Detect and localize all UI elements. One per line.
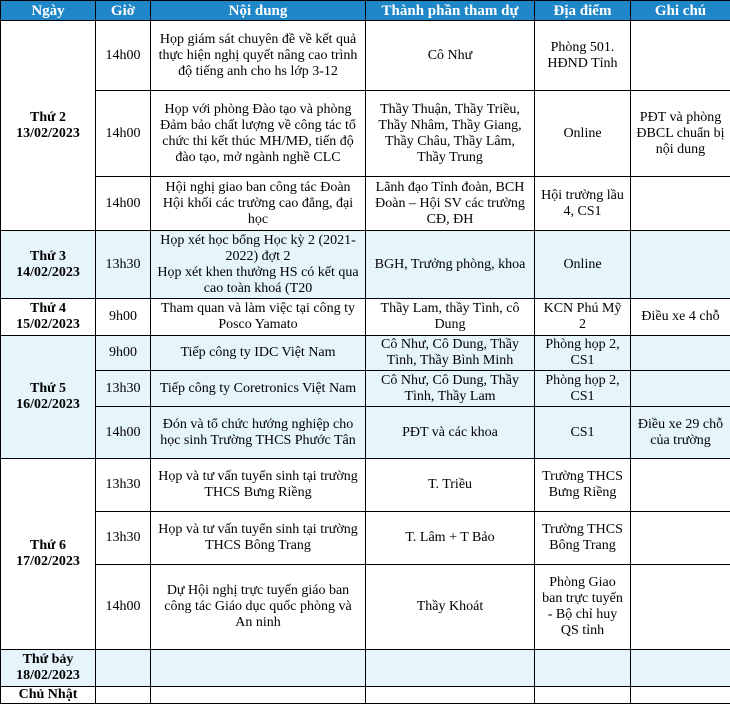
- table-row: [1, 231, 730, 299]
- time-cell: [96, 687, 151, 704]
- note-cell: Điều xe 29 chỗ của trường: [631, 407, 730, 459]
- location-cell: Online: [535, 231, 631, 299]
- location-cell: [535, 687, 631, 704]
- table-row: [1, 336, 730, 371]
- day-label: Thứ bảy: [5, 652, 91, 668]
- note-cell: [631, 336, 730, 371]
- time-cell: 14h00: [96, 21, 151, 91]
- day-label: Thứ 4: [5, 301, 91, 317]
- time-cell: 14h00: [96, 91, 151, 177]
- participants-cell: Lãnh đạo Tỉnh đoàn, BCH Đoàn – Hội SV các trường CĐ, ĐH: [366, 177, 535, 231]
- location-cell: Trường THCS Bưng Riềng: [535, 459, 631, 512]
- note-cell: [631, 21, 730, 91]
- note-cell: Điều xe 4 chỗ: [631, 299, 730, 336]
- day-label: Thứ 2: [5, 110, 91, 126]
- content-cell: Đón và tổ chức hướng nghiệp cho học sinh Trường THCS Phước Tân: [151, 407, 366, 459]
- participants-cell: Cô Như, Cô Dung, Thầy Tình, Thầy Bình Minh: [366, 336, 535, 371]
- day-cell: [1, 299, 96, 336]
- day-date: 14/02/2023: [5, 265, 91, 281]
- note-cell: [631, 459, 730, 512]
- participants-cell: [366, 650, 535, 687]
- participants-cell: Cô Như, Cô Dung, Thầy Tình, Thầy Lam: [366, 371, 535, 407]
- table-row: [1, 371, 730, 407]
- location-cell: Phòng Giao ban trực tuyến - Bộ chỉ huy QS tỉnh: [535, 565, 631, 650]
- day-date: 18/02/2023: [5, 668, 91, 684]
- content-cell: Họp và tư vấn tuyển sinh tại trường THCS Bông Trang: [151, 512, 366, 565]
- header-dia-diem: Địa điểm: [535, 1, 631, 21]
- participants-cell: BGH, Trưởng phòng, khoa: [366, 231, 535, 299]
- location-cell: [535, 650, 631, 687]
- participants-cell: Thầy Lam, thầy Tình, cô Dung: [366, 299, 535, 336]
- content-cell: [151, 650, 366, 687]
- table-row: [1, 687, 730, 704]
- time-cell: 14h00: [96, 407, 151, 459]
- day-cell: [1, 687, 96, 704]
- location-cell: CS1: [535, 407, 631, 459]
- day-cell: [1, 336, 96, 459]
- table-row: [1, 512, 730, 565]
- location-cell: Trường THCS Bông Trang: [535, 512, 631, 565]
- location-cell: Phòng họp 2, CS1: [535, 371, 631, 407]
- location-cell: Phòng 501. HĐND Tỉnh: [535, 21, 631, 91]
- note-cell: PĐT và phòng ĐBCL chuẩn bị nội dung: [631, 91, 730, 177]
- participants-cell: Thầy Thuận, Thầy Triều, Thầy Nhâm, Thầy Giang, Thầy Châu, Thầy Lâm, Thầy Trung: [366, 91, 535, 177]
- header-thanh-phan: Thành phần tham dự: [366, 1, 535, 21]
- table-row: [1, 177, 730, 231]
- participants-cell: [366, 687, 535, 704]
- content-cell: Tham quan và làm việc tại công ty Posco Yamato: [151, 299, 366, 336]
- content-cell: Họp giám sát chuyên đề về kết quả thực hiện nghị quyết nâng cao trình độ tiếng anh cho hs lớp 3-12: [151, 21, 366, 91]
- location-cell: Hội trường lầu 4, CS1: [535, 177, 631, 231]
- note-cell: [631, 687, 730, 704]
- day-cell: [1, 231, 96, 299]
- table-row: [1, 21, 730, 91]
- time-cell: 9h00: [96, 299, 151, 336]
- time-cell: 13h30: [96, 512, 151, 565]
- header-gio: Giờ: [96, 1, 151, 21]
- location-cell: Phòng họp 2, CS1: [535, 336, 631, 371]
- content-cell: Hội nghị giao ban công tác Đoàn Hội khối các trường cao đẳng, đại học: [151, 177, 366, 231]
- note-cell: [631, 512, 730, 565]
- header-ghi-chu: Ghi chú: [631, 1, 730, 21]
- day-cell: [1, 459, 96, 650]
- time-cell: 9h00: [96, 336, 151, 371]
- table-row: [1, 650, 730, 687]
- table-row: [1, 407, 730, 459]
- header-row: [1, 1, 730, 21]
- content-cell: Tiếp công ty IDC Việt Nam: [151, 336, 366, 371]
- day-label: Thứ 6: [5, 538, 91, 554]
- header-noi-dung: Nội dung: [151, 1, 366, 21]
- note-cell: [631, 177, 730, 231]
- table-row: [1, 91, 730, 177]
- time-cell: 13h30: [96, 459, 151, 512]
- day-date: 13/02/2023: [5, 126, 91, 142]
- day-date: 16/02/2023: [5, 397, 91, 413]
- day-label: Thứ 5: [5, 381, 91, 397]
- day-label: Thứ 3: [5, 249, 91, 265]
- time-cell: 13h30: [96, 231, 151, 299]
- content-line: Họp xét khen thưởng HS có kết qua cao toàn khoá (T20: [155, 265, 361, 297]
- table-row: [1, 565, 730, 650]
- day-date: 17/02/2023: [5, 554, 91, 570]
- table-row: [1, 299, 730, 336]
- content-cell: Họp với phòng Đào tạo và phòng Đảm bảo chất lượng về công tác tổ chức thi kết thúc MH/MĐ, tiến độ đào tạo, mở ngành nghề CLC: [151, 91, 366, 177]
- content-cell: [151, 687, 366, 704]
- day-cell: [1, 21, 96, 231]
- header-ngay: Ngày: [1, 1, 96, 21]
- content-cell: Dự Hội nghị trực tuyến giáo ban công tác Giáo dục quốc phòng và An ninh: [151, 565, 366, 650]
- note-cell: [631, 565, 730, 650]
- note-cell: [631, 650, 730, 687]
- day-label: Chủ Nhật: [5, 687, 91, 703]
- time-cell: 13h30: [96, 371, 151, 407]
- location-cell: Online: [535, 91, 631, 177]
- day-cell: [1, 650, 96, 687]
- content-line: Họp xét học bổng Học kỳ 2 (2021-2022) đợt 2: [155, 233, 361, 265]
- table-row: [1, 459, 730, 512]
- note-cell: [631, 231, 730, 299]
- participants-cell: Thầy Khoát: [366, 565, 535, 650]
- day-date: 15/02/2023: [5, 317, 91, 333]
- time-cell: [96, 650, 151, 687]
- content-cell: Tiếp công ty Coretronics Việt Nam: [151, 371, 366, 407]
- content-cell: [151, 231, 366, 299]
- participants-cell: Cô Như: [366, 21, 535, 91]
- time-cell: 14h00: [96, 177, 151, 231]
- content-cell: Họp và tư vấn tuyển sinh tại trường THCS Bưng Riềng: [151, 459, 366, 512]
- participants-cell: T. Triều: [366, 459, 535, 512]
- participants-cell: PĐT và các khoa: [366, 407, 535, 459]
- note-cell: [631, 371, 730, 407]
- participants-cell: T. Lâm + T Bảo: [366, 512, 535, 565]
- time-cell: 14h00: [96, 565, 151, 650]
- location-cell: KCN Phú Mỹ 2: [535, 299, 631, 336]
